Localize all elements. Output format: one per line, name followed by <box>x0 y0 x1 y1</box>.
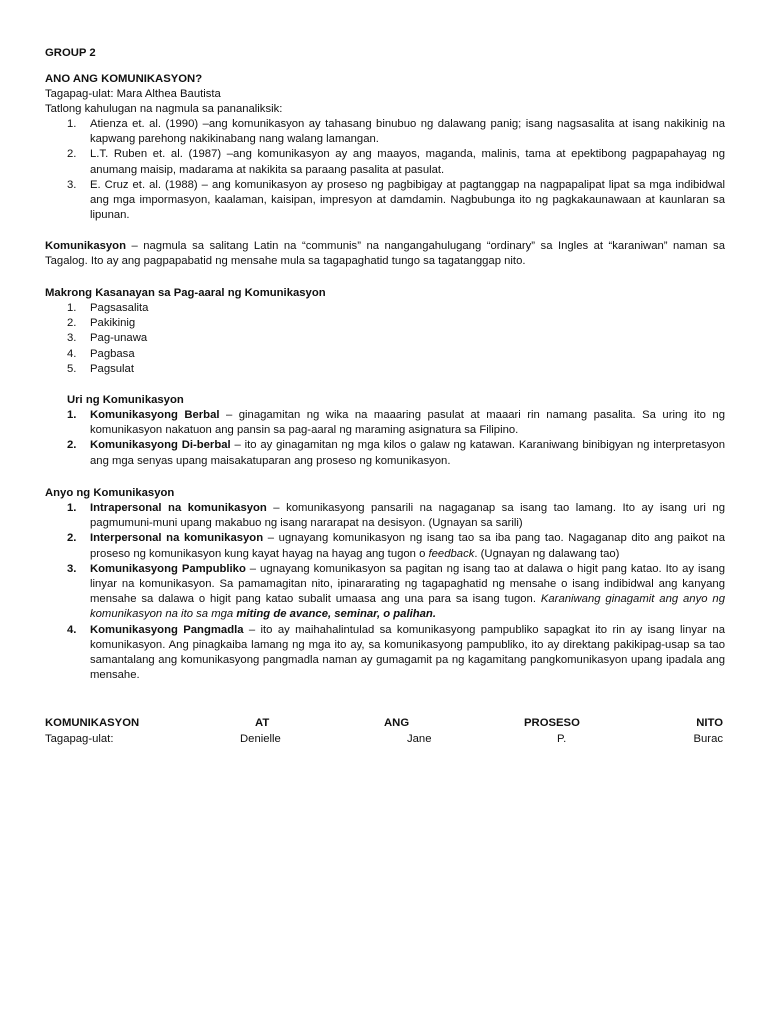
footer-word: NITO <box>696 717 723 729</box>
list-item: 4. Komunikasyong Pangmadla – ito ay maihahalintulad sa komunikasyong pampubliko sapagkat ito rin ay isang linyar na komunikasyon. Ang pinagkaiba lamang ng mga ito ay, sa komunikasyong pampubliko, ito ay direktang pakikipag-usap sa tao samantalang ang komunikasyong pangmadla naman ay gumagamit pa ng kagamitang pangkomunikasyon upang ipadala ang mensahe. <box>67 623 725 682</box>
makro-list <box>45 301 725 377</box>
list-item: 3. Pag-unawa <box>67 332 148 345</box>
list-item: 3. E. Cruz et. al. (1988) – ang komunikasyon ay proseso ng pagbibigay at pagtanggap na nagpapalipat lipat sa mga indibidwal ang mga impormasyon, kaalaman, kaisipan, impresyon at damdamin. Nagbubunga ito ng pagkakaunawaan at kaunlaran sa lipunan. <box>67 178 725 222</box>
list-item: 2. Interpersonal na komunikasyon – ugnayang komunikasyon ng isang tao sa iba pang tao. Nagaganap dito ang paikot na proseso ng komunikasyon kung kayat hayag na hayag ang tugon o feedback. (Ugnayan ng dalawang tao) <box>67 532 725 560</box>
footer-word: ANG <box>384 717 410 729</box>
list-item: 2. L.T. Ruben et. al. (1987) –ang komunikasyon ay ang maayos, maganda, malinis, tama at epektibong pagpapahayag ng anumang maisip, madarama at nakikita sa paraang pasalita at pasulat. <box>67 148 725 176</box>
section-heading-ano: ANO ANG KOMUNIKASYON? <box>45 73 203 85</box>
list-item: 1. Komunikasyong Berbal – ginagamitan ng wika na maaaring pasulat at maaari rin namang pasalita. Sa uring ito ng komunikasyon nakatuon ang pansin sa pag-aaral ng maraming asignatura sa Filipino. <box>67 409 725 437</box>
list-item: 2. Pakikinig <box>67 317 136 330</box>
footer-word: Burac <box>693 733 723 745</box>
intro-line: Tatlong kahulugan na nagmula sa pananaliksik: <box>45 103 283 115</box>
reporter-line: Tagapag-ulat: Mara Althea Bautista <box>45 88 221 100</box>
list-item: 1. Intrapersonal na komunikasyon – komunikasyong pansarili na nagaganap sa isang tao lamang. Ito ay isang uri ng pagmumuni-muni upang makabuo ng isang nararapat na desisyon. (Ugnayan sa sarili) <box>67 502 725 530</box>
footer-word: Tagapag-ulat: <box>45 733 114 745</box>
makro-heading: Makrong Kasanayan sa Pag-aaral ng Komunikasyon <box>45 287 326 299</box>
uri-heading: Uri ng Komunikasyon <box>67 394 184 406</box>
footer-word: KOMUNIKASYON <box>45 717 140 729</box>
list-item: 1. Pagsasalita <box>67 302 149 314</box>
footer-word: P. <box>557 733 567 745</box>
list-item: 4. Pagbasa <box>67 347 135 360</box>
footer-word: AT <box>255 717 270 729</box>
list-item: 3. Komunikasyong Pampubliko – ugnayang komunikasyon sa pagitan ng isang tao at dalawa o higit pang katao. Ito ay isang linyar na komunikasyon. Sa pamamagitan nito, ipinararating ng tagapaghatid ng mensahe o isang indibidwal ang kanyang mensahe sa dalawa o higit pang katao subalit umaasa ang una para sa isang tugon. Karaniwang ginagamit ang anyo ng komunikasyon na ito sa mga miting de avance, seminar, o palihan. <box>67 562 725 621</box>
definitions-list <box>45 117 725 223</box>
komunikasyon-definition: Komunikasyon – nagmula sa salitang Latin na “communis” na nangangahulugang “ordinary” sa Ingles at “karaniwan” naman sa Tagalog. Ito ay ang pagpapabatid ng mensahe mula sa tagapaghatid tungo sa tagatanggap nito. <box>45 240 725 268</box>
list-item: 2. Komunikasyong Di-berbal – ito ay ginagamitan ng mga kilos o galaw ng katawan. Karaniwang binibigyan ng interpretasyon ang mga senyas upang maisakatuparan ang proseso ng komunikasyon. <box>67 439 725 467</box>
footer-word: Denielle <box>240 733 281 745</box>
list-item: 1. Atienza et. al. (1990) –ang komunikasyon ay tahasang binubuo ng dalawang panig; isang nagsasalita at isang nakikinig na kapwang parehong nakikinabang nang walang lamangan. <box>67 118 725 146</box>
uri-list <box>45 408 725 469</box>
anyo-heading: Anyo ng Komunikasyon <box>45 487 175 499</box>
group-label: GROUP 2 <box>45 47 96 59</box>
footer-word: Jane <box>407 733 432 745</box>
anyo-list <box>45 501 725 683</box>
list-item: 5. Pagsulat <box>67 362 134 375</box>
footer-word: PROSESO <box>524 717 580 729</box>
